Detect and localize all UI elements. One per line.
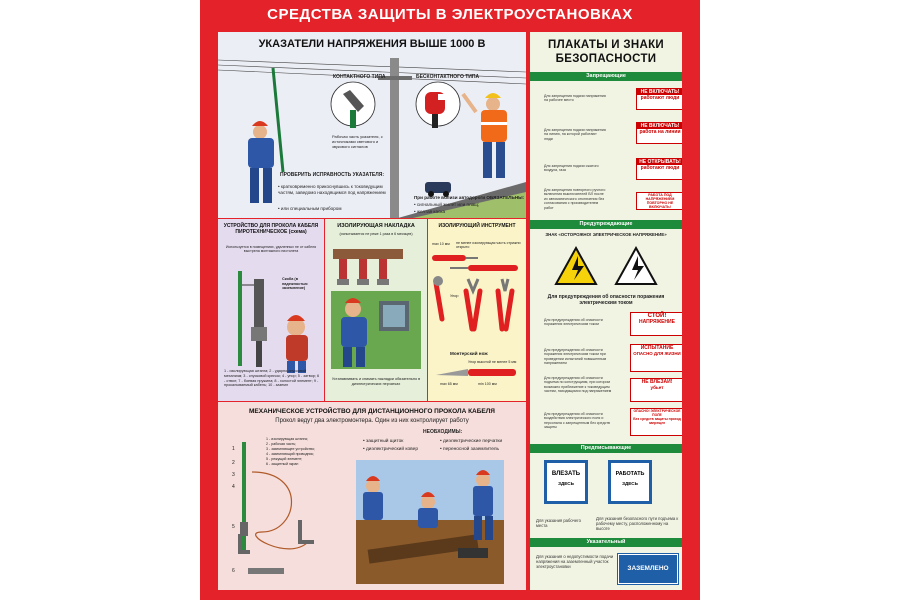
mech-num-3: 3: [232, 472, 235, 478]
indicate-desc: Для указания о недопустимости подачи напряжения на заземленный участок электроустановки: [536, 554, 614, 570]
prohibit-desc-4: Для запрещения повторного ручного включения выключателей ВЛ после их автоматического отключения без согласования с производителем работ: [544, 188, 606, 210]
pyro-note: Используется в помещениях, удаленных не от кабеля выстрела монтажного пистолета: [225, 245, 317, 254]
mech-sub: Прокол ведут два электромонтера. Один из них контролирует работу: [275, 418, 469, 424]
tools-illustration: [428, 219, 526, 401]
prohibit-sign-4: [636, 192, 682, 210]
high-voltage-icon: [530, 244, 682, 292]
warn-desc-2: Для предупреждения об опасности поражения электрическим током при проведении испытаний повышенным напряжением: [544, 348, 607, 366]
prescribe-bar: Предписывающие: [530, 444, 682, 453]
tools-stop-label: Упор: [450, 294, 459, 298]
warn-sign-1: [630, 312, 682, 336]
warn-sign-4: [630, 408, 682, 436]
warn-sign-3-top: НЕ ВЛЕЗАЙ!: [641, 379, 673, 385]
prohibit-sign-4-bottom: ПОВТОРНО НЕ ВКЛЮЧАТЬ!: [646, 201, 674, 209]
prohibit-sign-1-top: НЕ ВКЛЮЧАТЬ!: [637, 89, 682, 95]
prohibit-bar: Запрещающие: [530, 72, 682, 81]
mech-need-left-1: • защитный щиток: [363, 439, 404, 444]
prohibit-sign-3-top: НЕ ОТКРЫВАТЬ!: [637, 159, 682, 165]
signs-panel: [530, 32, 682, 590]
poster-title: СРЕДСТВА ЗАЩИТЫ В ЭЛЕКТРОУСТАНОВКАХ: [267, 6, 633, 23]
grounded-sign-text: ЗАЗЕМЛЕНО: [627, 565, 669, 572]
warn-sign-3: [630, 378, 682, 402]
road-item-1: • сигнальный жилет или плащ;: [414, 202, 480, 207]
climb-here-line1: ВЛЕЗАТЬ: [551, 471, 581, 477]
mech-need-right-2: • переносной заземлитель: [440, 447, 500, 452]
road-item-2: • желтая каска: [414, 209, 446, 214]
knife-note: Упор высотой не менее 5 мм: [468, 360, 517, 364]
mech-num-5: 5: [232, 524, 235, 530]
warn-sign-1-bottom: НАПРЯЖЕНИЕ: [639, 319, 675, 325]
warn-desc-1: Для предупреждения об опасности поражения электрическим током: [544, 318, 603, 327]
contact-type-label: КОНТАКТНОГО ТИПА: [333, 74, 386, 80]
tools-dim-note: не менее изолирующая часть стрижни открыто: [456, 241, 521, 250]
pyro-heading: УСТРОЙСТВО ДЛЯ ПРОКОЛА КАБЕЛЯ ПИРОТЕХНИЧЕСКОЕ (схема): [223, 223, 319, 235]
grounded-sign: [618, 554, 678, 584]
knife-title: Монтерский нож: [450, 351, 488, 356]
warn-sign-title: ЗНАК «ОСТОРОЖНО! ЭЛЕКТРИЧЕСКОЕ НАПРЯЖЕНИЕ»: [545, 232, 667, 237]
pyro-clamp-note: Скоба (в надежностью заземление): [282, 277, 308, 291]
pyro-device-panel: [218, 219, 324, 401]
climb-here-desc: Для указания рабочего места: [536, 518, 581, 528]
mech-legend-2: 2 - рабочая часть;: [266, 442, 297, 446]
prohibit-sign-2: [636, 122, 682, 144]
climb-here-sign: [544, 460, 588, 504]
mech-num-2: 2: [232, 460, 235, 466]
voltage-indicators-panel: [218, 32, 526, 218]
climb-here-line2: ЗДЕСЬ: [558, 481, 574, 486]
mech-need-left-2: • диэлектрический ковер: [363, 447, 419, 452]
prohibit-sign-4-top: РАБОТА ПОД НАПРЯЖЕНИЕМ: [645, 193, 675, 201]
mech-num-6: 6: [232, 568, 235, 574]
mech-legend-5: 5 - режущий элемент;: [266, 457, 303, 461]
working-part-label: Рабочая часть указателя, с источниками светового и звукового сигналов: [332, 134, 383, 149]
poster: [200, 0, 700, 600]
pad-illustration: [325, 219, 427, 401]
prohibit-sign-1: [636, 88, 682, 110]
indicate-bar: Указательный: [530, 538, 682, 547]
mechanical-device-panel: [218, 402, 526, 590]
prohibit-sign-1-bottom: работают люди: [640, 95, 680, 101]
pyro-legend: 1 - изолирующая штанга; 2 - ударно-спусковой механизм; 3 - спусковой крючок; 4 - упор; 5 - затвор; 6 - ствол; 7 - боевая пружина; 8 - холостой элемент; 9 - прокалываемый кабель; 10 - заземл: [224, 369, 320, 388]
prohibit-desc-1: Для запрещения подачи напряжения на рабочее место: [544, 94, 606, 103]
mech-heading: МЕХАНИЧЕСКОЕ УСТРОЙСТВО ДЛЯ ДИСТАНЦИОННОГО ПРОКОЛА КАБЕЛЯ: [249, 408, 495, 415]
prohibit-sign-3: [636, 158, 682, 180]
insulating-tools-panel: [428, 219, 526, 401]
mech-num-1: 1: [232, 446, 235, 452]
signs-heading: ПЛАКАТЫ И ЗНАКИ БЕЗОПАСНОСТИ: [548, 39, 664, 65]
insulating-pad-panel: [325, 219, 427, 401]
pad-note: Устанавливать и снимать накладки обязательно в диэлектрических перчатках: [331, 377, 421, 386]
prohibit-desc-2: Для запрещения подачи напряжения на линию, на которой работают люди: [544, 128, 606, 141]
mech-need-title: НЕОБХОДИМЫ:: [423, 429, 463, 435]
warn-sign-2-bottom: ОПАСНО ДЛЯ ЖИЗНИ: [633, 351, 681, 356]
warn-sign-4-bottom: Без средств защиты проход запрещен: [633, 417, 681, 425]
tools-heading: ИЗОЛИРУЮЩИЙ ИНСТРУМЕНТ: [438, 223, 516, 229]
tools-dim-10: max 10 мм: [432, 242, 450, 246]
prohibit-sign-2-bottom: работа на линии: [639, 129, 681, 135]
mech-legend-1: 1 - изолирующая штанга;: [266, 437, 308, 441]
knife-dim-1: max 65 мм: [440, 382, 458, 386]
mech-legend-3: 3 - заземляющее устройство;: [266, 447, 316, 451]
contactless-type-label: БЕСКОНТАКТНОГО ТИПА: [416, 74, 480, 80]
mech-legend-4: 4 - заземляющий проводник;: [266, 452, 314, 456]
warn-sign-1-top: СТОЙ!: [647, 313, 667, 319]
work-here-line2: ЗДЕСЬ: [622, 481, 638, 486]
pad-heading: ИЗОЛИРУЮЩАЯ НАКЛАДКА: [337, 223, 415, 229]
prohibit-sign-2-top: НЕ ВКЛЮЧАТЬ!: [637, 123, 682, 129]
check-item-2: • или специальным прибором: [278, 206, 342, 211]
warn-desc-4: Для предупреждения об опасности воздействия электрического поля и персонала с запрещенным без средств защиты: [544, 412, 610, 430]
work-here-sign: [608, 460, 652, 504]
knife-dim-2: min 100 мм: [478, 382, 497, 386]
prohibit-desc-3: Для запрещения подачи сжатого воздуха, газа: [544, 164, 599, 173]
warn-sign-3-bottom: убьет: [650, 385, 664, 390]
check-item-1: • кратковременно прикоснувшись к токоведущим частям, заведомо находящимся под напряжением: [278, 184, 386, 195]
voltage-heading: УКАЗАТЕЛИ НАПРЯЖЕНИЯ ВЫШЕ 1000 В: [258, 38, 486, 50]
warn-sign-desc: Для предупреждения об опасности поражения электрическим током: [547, 294, 665, 306]
work-here-desc: Для указания безопасного пути подъема к рабочему месту, расположенному на высоте: [596, 516, 679, 531]
warn-sign-2-top: ИСПЫТАНИЕ: [640, 345, 674, 351]
mech-diagram: [218, 402, 526, 590]
mech-legend-6: 6 - защитный экран: [266, 462, 299, 466]
work-here-line1: РАБОТАТЬ: [615, 471, 645, 477]
warn-desc-3: Для предупреждения об опасности подъема по конструкциям, при котором возможно приближение к токоведущим частям, находящимся под напряжением: [544, 376, 612, 394]
warn-sign-4-top: ОПАСНО! ЭЛЕКТРИЧЕСКОЕ ПОЛЕ: [633, 409, 681, 417]
pad-sub: (испытывается не реже 1 раза в 6 месяцев): [339, 232, 413, 236]
check-title: ПРОВЕРИТЬ ИСПРАВНОСТЬ УКАЗАТЕЛЯ:: [280, 172, 385, 178]
road-note: При работе вблизи автодороги ОБЯЗАТЕЛЬНЫ:: [414, 195, 525, 200]
mech-num-4: 4: [232, 484, 235, 490]
prohibit-sign-3-bottom: работают люди: [640, 165, 680, 171]
warn-sign-2: [630, 344, 682, 372]
mech-need-right-1: • диэлектрические перчатки: [440, 439, 503, 444]
warn-bar: Предупреждающие: [530, 220, 682, 229]
